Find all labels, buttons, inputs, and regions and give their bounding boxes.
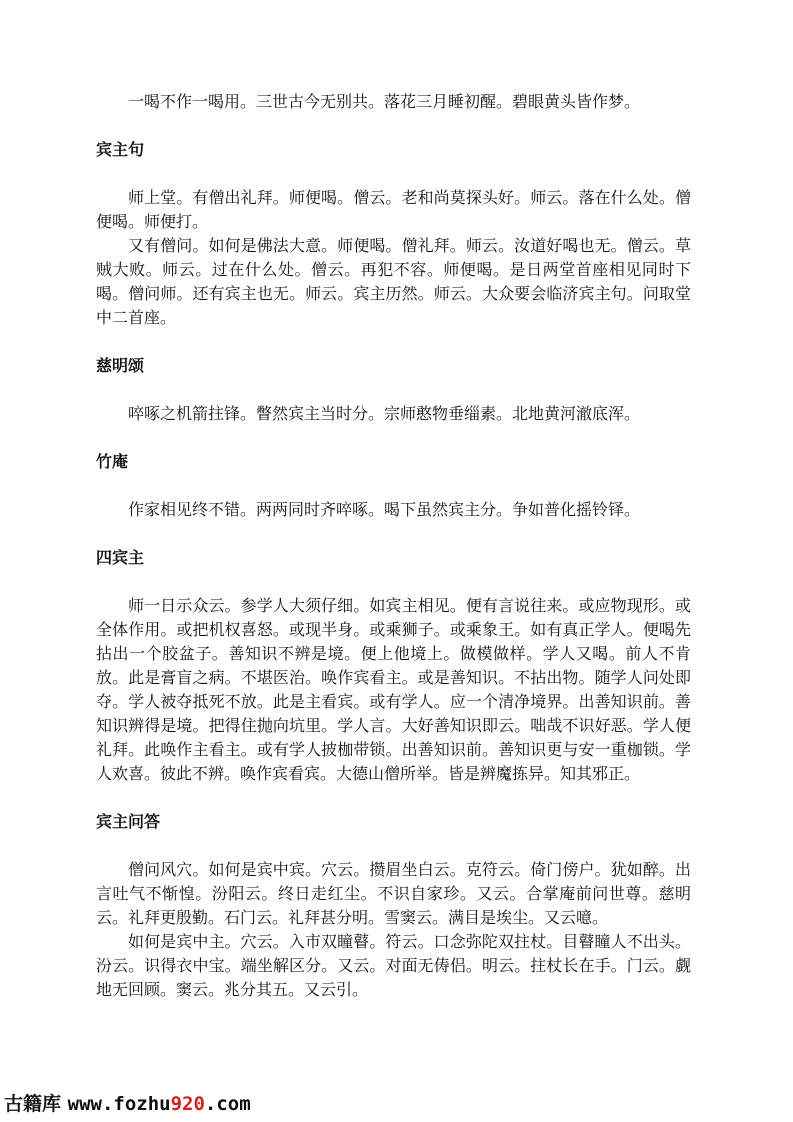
spacer [96, 330, 691, 354]
section-si-bin-zhu [96, 546, 691, 786]
spacer [96, 114, 691, 138]
footer-url-suffix: .com [204, 1093, 251, 1115]
section-zhu-an [96, 450, 691, 522]
footer-url-prefix: www.fozhu [67, 1093, 171, 1115]
section-opening-verse [96, 90, 691, 114]
spacer [96, 378, 691, 402]
spacer [96, 474, 691, 498]
section-heading: 慈明颂 [96, 356, 145, 375]
paragraph: 师上堂。有僧出礼拜。师便喝。僧云。老和尚莫探头好。师云。落在什么处。僧便喝。师便打。 [96, 188, 691, 231]
section-bin-zhu-wen-da [96, 810, 691, 1002]
spacer [96, 162, 691, 186]
paragraph: 僧问风穴。如何是宾中宾。穴云。攒眉坐白云。克符云。倚门傍户。犹如醉。出言吐气不惭惶。汾阳云。终日走红尘。不识自家珍。又云。合掌庵前问世尊。慈明云。礼拜更殷勤。石门云。礼拜甚分明。雪窦云。满目是埃尘。又云噫。 [96, 860, 691, 927]
section-heading: 宾主句 [96, 140, 145, 159]
document-body [96, 90, 691, 1002]
spacer [96, 426, 691, 450]
footer-watermark [4, 1092, 251, 1116]
paragraph: 如何是宾中主。穴云。入市双瞳瞽。符云。口念弥陀双拄杖。目瞽瞳人不出头。汾云。识得衣中宝。端坐解区分。又云。对面无俦侣。明云。拄杖长在手。门云。觑地无回顾。窦云。兆分其五。又云引。 [96, 932, 691, 999]
section-ci-ming-song [96, 354, 691, 426]
paragraph: 又有僧问。如何是佛法大意。师便喝。僧礼拜。师云。汝道好喝也无。僧云。草贼大败。师云。过在什么处。僧云。再犯不容。师便喝。是日两堂首座相见同时下喝。僧问师。还有宾主也无。师云。宾主历然。师云。大众要会临济宾主句。问取堂中二首座。 [96, 236, 691, 327]
footer-brand: 古籍库 [4, 1093, 62, 1115]
section-heading: 竹庵 [96, 452, 129, 471]
section-heading: 四宾主 [96, 548, 145, 567]
spacer [96, 522, 691, 546]
spacer [96, 834, 691, 858]
section-bin-zhu-ju [96, 138, 691, 330]
paragraph: 师一日示众云。参学人大须仔细。如宾主相见。便有言说往来。或应物现形。或全体作用。或把机权喜怒。或现半身。或乘狮子。或乘象王。如有真正学人。便喝先拈出一个胶盆子。善知识不辨是境。便上他境上。做模做样。学人又喝。前人不肯放。此是膏盲之病。不堪医治。唤作宾看主。或是善知识。不拈出物。随学人问处即夺。学人被夺抵死不放。此是主看宾。或有学人。应一个清净境界。出善知识前。善知识辨得是境。把得住抛向坑里。学人言。大好善知识即云。咄哉不识好恶。学人便礼拜。此唤作主看主。或有学人披枷带锁。出善知识前。善知识更与安一重枷锁。学人欢喜。彼此不辨。唤作宾看宾。大德山僧所举。皆是辨魔拣异。知其邪正。 [96, 596, 691, 783]
spacer [96, 786, 691, 810]
section-heading: 宾主问答 [96, 812, 161, 831]
paragraph: 啐啄之机箭拄锋。瞥然宾主当时分。宗师憨物垂缁素。北地黄河澈底浑。 [128, 404, 641, 423]
paragraph: 作家相见终不错。两两同时齐啐啄。喝下虽然宾主分。争如普化摇铃铎。 [128, 500, 641, 519]
paragraph: 一喝不作一喝用。三世古今无别共。落花三月睡初醒。碧眼黄头皆作梦。 [128, 92, 641, 111]
footer-url-number: 920 [170, 1093, 205, 1115]
spacer [96, 570, 691, 594]
